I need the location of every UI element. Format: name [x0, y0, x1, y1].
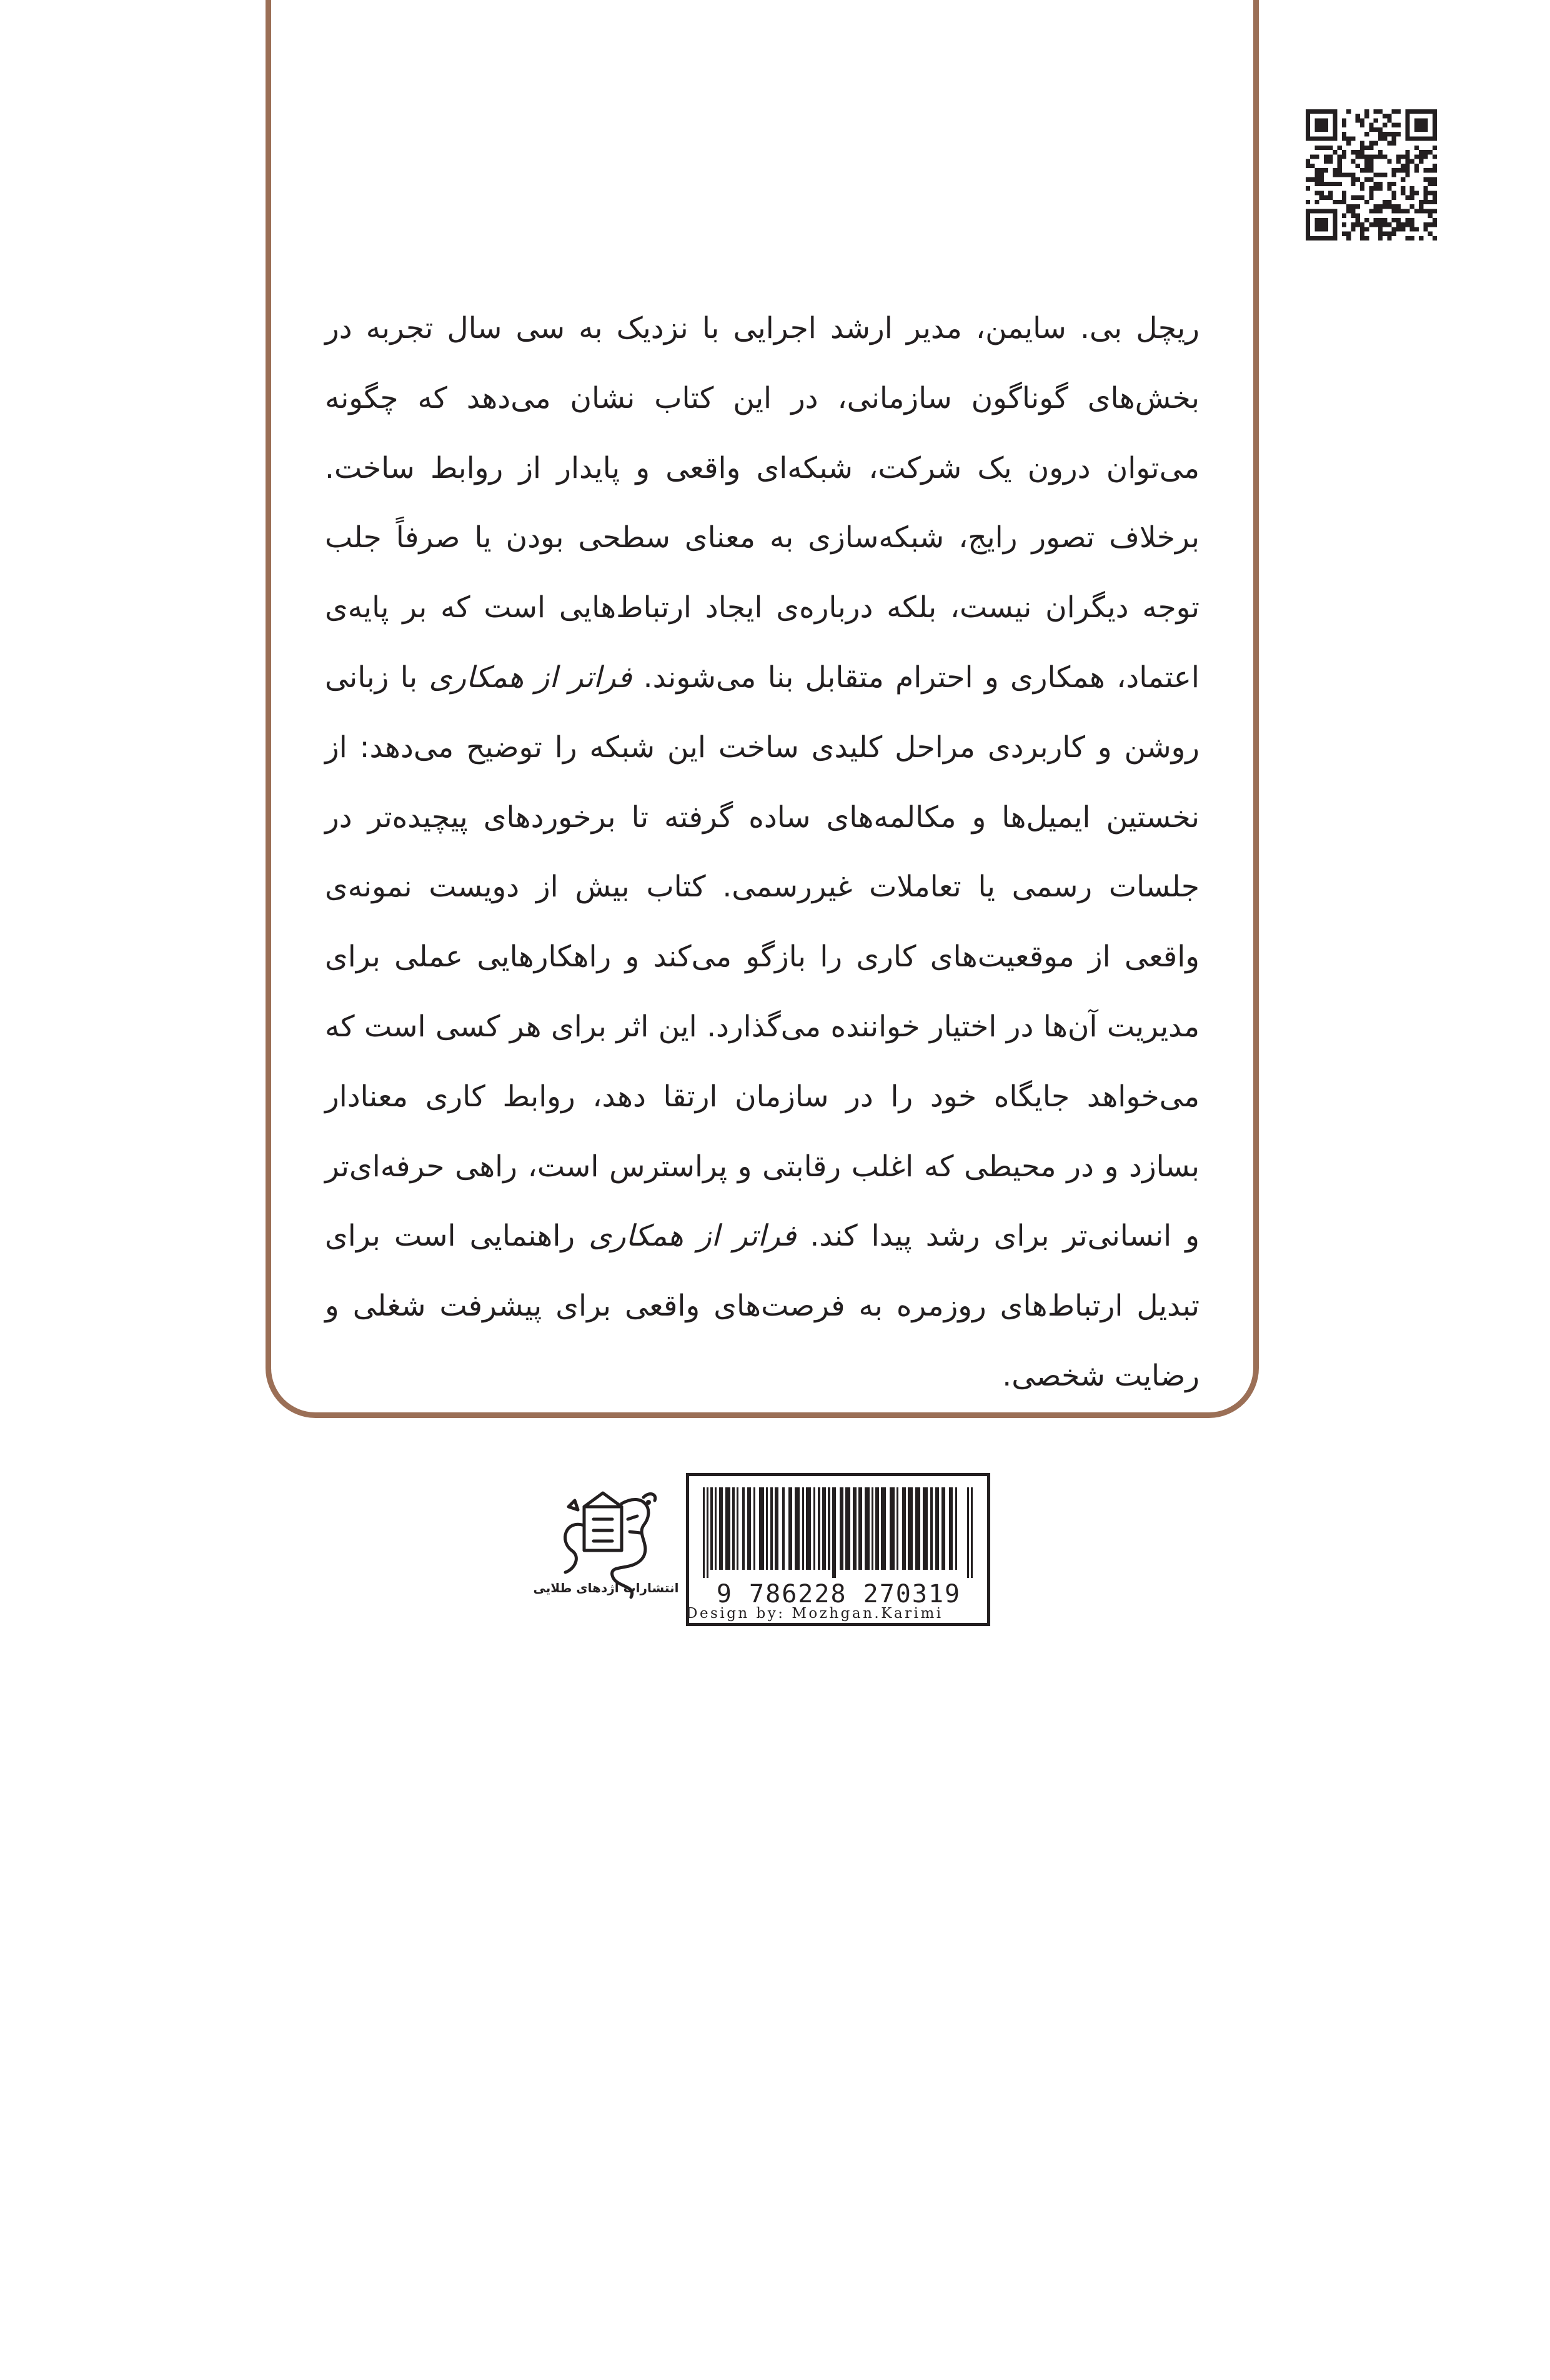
back-cover-blurb	[325, 294, 1200, 1393]
blurb-text-start: ریچل بی. سایمن، مدیر ارشد اجرایی با نزدیک به سی سال تجربه در بخش‌های گوناگون سازمانی، در این کتاب نشان می‌دهد که چگونه می‌توان درون یک شرکت، شبکه‌ای واقعی و پایدار از روابط ساخت. برخلاف تصور رایج، شبکه‌سازی به معنای سطحی بودن یا صرفاً جلب توجه دیگران نیست، بلکه درباره‌ی ایجاد ارتباط‌هایی است که بر پایه‌ی اعتماد، همکاری و احترام متقابل بنا می‌شوند.	[325, 311, 1200, 695]
barcode-bars	[703, 1487, 975, 1578]
isbn-number: 9 786228 270319	[716, 1580, 961, 1609]
book-title-italic: فراتر از همکاری	[589, 1219, 797, 1254]
publisher-name: انتشارات اژدهای طلایی	[533, 1580, 679, 1595]
blurb-text-middle: با زبانی روشن و کاربردی مراحل کلیدی ساخت این شبکه را توضیح می‌دهد: از نخستین ایمیل‌ها و مکالمه‌های ساده گرفته تا برخوردهای پیچیده‌تر در جلسات رسمی یا تعاملات غیررسمی. کتاب بیش از دویست نمونه‌ی واقعی از موقعیت‌های کاری را بازگو می‌کند و راهکارهایی عملی برای مدیریت آن‌ها در اختیار خواننده می‌گذارد. این اثر برای هر کسی است که می‌خواهد جایگاه خود را در سازمان ارتقا دهد، روابط کاری معنادار بسازد و در محیطی که اغلب رقابتی و پراسترس است، راهی حرفه‌ای‌تر و انسانی‌تر برای رشد پیدا کند.	[325, 660, 1200, 1254]
qr-code-icon	[1306, 109, 1437, 240]
isbn-barcode	[686, 1473, 990, 1626]
designer-credit: Design by: Mozhgan.Karimi	[686, 1605, 943, 1622]
book-title-italic: فراتر از همکاری	[429, 660, 632, 695]
blurb-text-end: راهنمایی است برای تبدیل ارتباط‌های روزمره به فرصت‌های واقعی برای پیشرفت شغلی و رضایت شخصی.	[325, 1219, 1200, 1393]
